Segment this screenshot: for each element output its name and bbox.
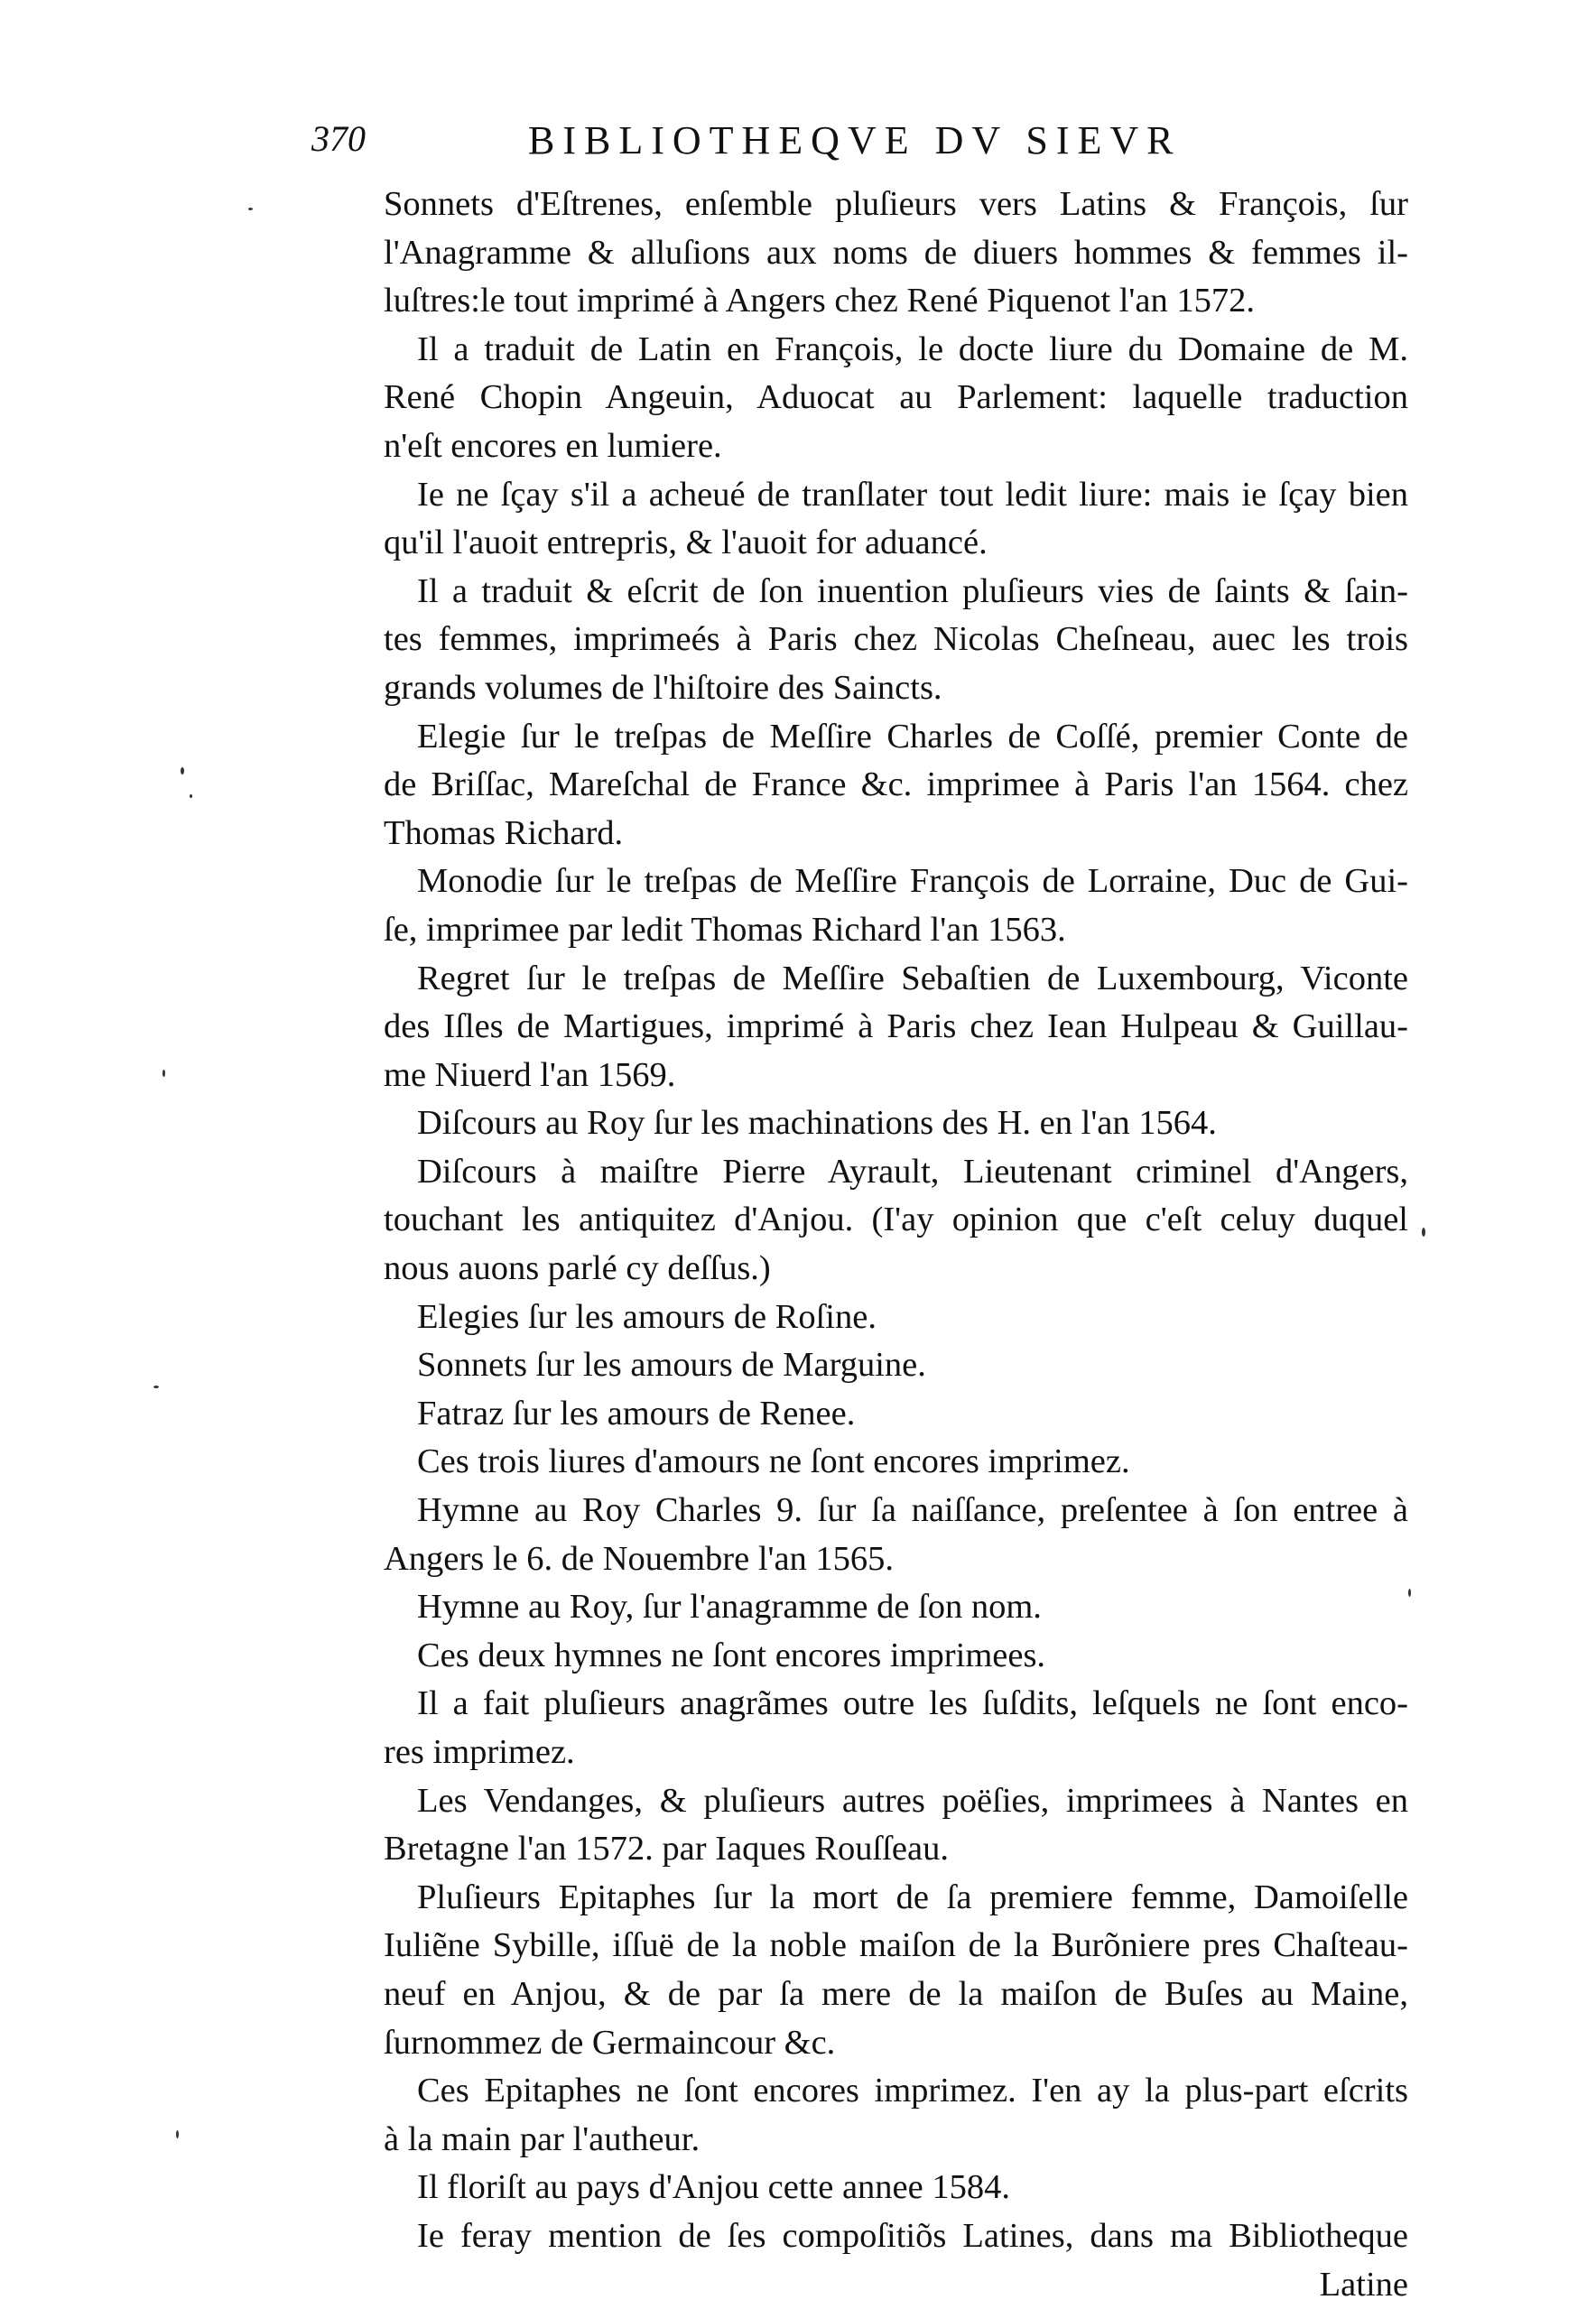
text-line: Les Vendanges, & pluſieurs autres poëſies, imprimees à Nantes en <box>417 1781 1408 1820</box>
text-line: Sonnets d'Eſtrenes, enſemble pluſieurs vers Latins & François, ſur <box>384 185 1408 223</box>
text-line: ſe, imprimee par ledit Thomas Richard l'an 1563. <box>384 910 1066 949</box>
text-line: Ces deux hymnes ne ſont encores imprimees. <box>417 1636 1046 1674</box>
text-line: Fatraz ſur les amours de Renee. <box>417 1394 856 1433</box>
text-line: Sonnets ſur les amours de Marguine. <box>417 1346 926 1385</box>
body-text <box>384 181 1408 2309</box>
text-line: l'Anagramme & alluſions aux noms de diuers hommes & femmes il- <box>384 233 1408 272</box>
text-line: grands volumes de l'hiſtoire des Saincts. <box>384 668 942 707</box>
text-line: Ie feray mention de ſes compoſitiõs Latines, dans ma Bibliotheque <box>417 2216 1408 2255</box>
text-line: à la main par l'autheur. <box>384 2119 701 2158</box>
text-line: Ie ne ſçay s'il a acheué de tranſlater tout ledit liure: mais ie ſçay bien <box>417 475 1408 514</box>
page-number: 370 <box>311 118 366 159</box>
margin-speck <box>162 1070 165 1077</box>
text-line: Il a traduit & eſcrit de ſon inuention pluſieurs vies de ſaints & ſain- <box>417 571 1408 610</box>
text-line: Bretagne l'an 1572. par Iaques Rouſſeau. <box>384 1830 949 1869</box>
text-line: luſtres:le tout imprimé à Angers chez René Piquenot l'an 1572. <box>384 282 1255 320</box>
text-line: des Iſles de Martigues, imprimé à Paris chez Iean Hulpeau & Guillau- <box>384 1007 1408 1046</box>
text-line: Il a fait pluſieurs anagrãmes outre les ſuſdits, leſquels ne ſont enco- <box>417 1684 1408 1723</box>
text-line: Thomas Richard. <box>384 813 624 852</box>
text-line: Monodie ſur le treſpas de Meſſire François de Lorraine, Duc de Gui- <box>417 862 1408 901</box>
text-line: Diſcours au Roy ſur les machinations des H. en l'an 1564. <box>417 1104 1217 1143</box>
text-line: Il floriſt au pays d'Anjou cette annee 1584. <box>417 2168 1010 2207</box>
text-line: Hymne au Roy, ſur l'anagramme de ſon nom. <box>417 1588 1042 1627</box>
text-line: Angers le 6. de Nouembre l'an 1565. <box>384 1539 895 1578</box>
text-line: Iuliẽne Sybille, iſſuë de la noble maiſon de la Burõniere pres Chaſteau- <box>384 1926 1408 1965</box>
margin-speck <box>1408 1589 1411 1597</box>
text-line: Regret ſur le treſpas de Meſſire Sebaſtien de Luxembourg, Viconte <box>417 959 1408 997</box>
text-line: qu'il l'auoit entrepris, & l'auoit for aduancé. <box>384 524 988 562</box>
text-line: Il a traduit de Latin en François, le docte liure du Domaine de M. <box>417 329 1408 368</box>
text-line: Pluſieurs Epitaphes ſur la mort de ſa premiere femme, Damoiſelle <box>417 1878 1408 1916</box>
text-line: Diſcours à maiſtre Pierre Ayrault, Lieutenant criminel d'Angers, <box>417 1152 1408 1191</box>
text-line: de Briſſac, Mareſchal de France &c. imprimee à Paris l'an 1564. chez <box>384 765 1408 804</box>
text-line: Ces trois liures d'amours ne ſont encores imprimez. <box>417 1442 1130 1481</box>
text-line: ſurnommez de Germaincour &c. <box>384 2023 836 2062</box>
text-line: me Niuerd l'an 1569. <box>384 1055 676 1094</box>
text-line: Hymne au Roy Charles 9. ſur ſa naiſſance, preſentee à ſon entree à <box>417 1491 1408 1530</box>
margin-speck <box>190 794 192 798</box>
margin-speck <box>153 1386 159 1388</box>
text-line: touchant les antiquitez d'Anjou. (I'ay opinion que c'eſt celuy duquel <box>384 1201 1408 1239</box>
running-title: BIBLIOTHEQVE DV SIEVR <box>528 118 1182 162</box>
text-line: tes femmes, imprimeés à Paris chez Nicolas Cheſneau, auec les trois <box>384 620 1408 659</box>
catchword: Latine <box>1319 2265 1408 2304</box>
margin-speck <box>248 208 253 210</box>
margin-speck <box>176 2130 179 2138</box>
text-line: res imprimez. <box>384 1733 575 1771</box>
text-line: Elegie ſur le treſpas de Meſſire Charles de Coſſé, premier Conte de <box>417 717 1408 756</box>
margin-speck <box>1422 1228 1425 1237</box>
text-line: n'eſt encores en lumiere. <box>384 426 722 465</box>
text-line: Elegies ſur les amours de Roſine. <box>417 1297 877 1336</box>
text-line: René Chopin Angeuin, Aduocat au Parlement: laquelle traduction <box>384 378 1408 417</box>
text-line: nous auons parlé cy deſſus.) <box>384 1249 771 1288</box>
text-line: neuf en Anjou, & de par ſa mere de la maiſon de Buſes au Maine, <box>384 1974 1408 2013</box>
text-line: Ces Epitaphes ne ſont encores imprimez. I'en ay la plus-part eſcrits <box>417 2072 1408 2110</box>
running-head <box>311 117 1408 172</box>
margin-speck <box>181 767 184 774</box>
